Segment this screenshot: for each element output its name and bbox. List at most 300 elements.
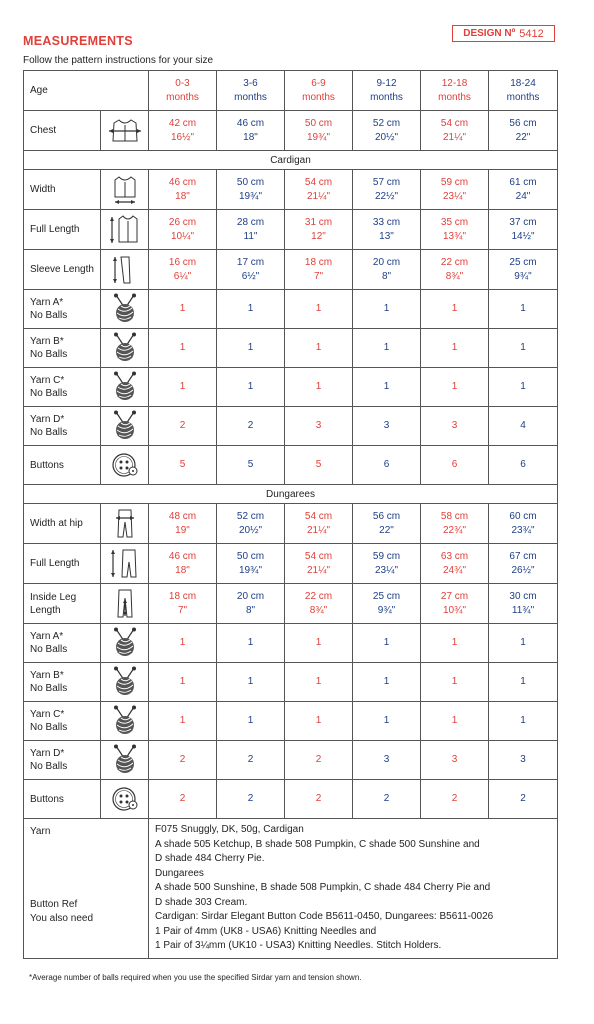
- count-cell: [421, 368, 489, 407]
- yarn-icon: [101, 407, 149, 446]
- count-cell: [421, 702, 489, 741]
- info-line: A shade 505 Ketchup, B shade 508 Pumpkin, C shade 500 Sunshine and: [155, 838, 480, 850]
- row-label: [24, 71, 149, 111]
- row-label-line: No Balls: [30, 683, 68, 694]
- size-range: 0-3: [175, 77, 190, 89]
- info-labels: [24, 819, 149, 959]
- value-cell: [285, 111, 353, 151]
- row-label: [24, 111, 101, 151]
- size-header: [353, 71, 421, 111]
- value-cell: [217, 250, 285, 290]
- value-inches: 22½": [375, 190, 399, 202]
- row-label: [24, 663, 101, 702]
- value-cm: 56 cm: [509, 117, 537, 129]
- value-cm: 63 cm: [440, 550, 469, 562]
- count-cell: [149, 368, 217, 407]
- count-value: 1: [451, 381, 458, 392]
- value-cm: 17 cm: [236, 256, 265, 268]
- row-label-line: Width: [30, 184, 56, 195]
- count-value: 1: [247, 303, 254, 314]
- button-icon: [101, 780, 149, 819]
- value-cm: 25 cm: [372, 590, 401, 602]
- size-unit: months: [370, 91, 403, 103]
- value-cm: 52 cm: [236, 510, 265, 522]
- row-label-line: No Balls: [30, 644, 68, 655]
- info-line: A shade 500 Sunshine, B shade 508 Pumpkin, C shade 484 Cherry Pie and: [155, 882, 491, 893]
- row-label: [24, 624, 101, 663]
- count-cell: [285, 329, 353, 368]
- value-cell: [217, 504, 285, 544]
- value-cell: [353, 170, 421, 210]
- count-value: 1: [451, 637, 458, 648]
- count-value: 1: [315, 303, 322, 314]
- count-cell: [285, 368, 353, 407]
- info-line: D shade 484 Cherry Pie.: [155, 853, 265, 864]
- value-cell: [285, 584, 353, 624]
- count-cell: [353, 624, 421, 663]
- design-number: 5412: [519, 27, 544, 40]
- row-label: [24, 780, 101, 819]
- info-line: 1 Pair of 3¼mm (UK10 - USA3) Knitting Needles. Stitch Holders.: [155, 940, 442, 951]
- chest-row: [24, 111, 558, 151]
- count-value: 1: [383, 637, 390, 648]
- value-cm: 52 cm: [372, 117, 401, 129]
- row-label: [24, 504, 101, 544]
- dungarees-length-row: [24, 544, 558, 584]
- count-cell: [489, 624, 558, 663]
- count-cell: [285, 407, 353, 446]
- dlength-icon: [101, 544, 149, 584]
- value-cell: [285, 544, 353, 584]
- value-cm: 30 cm: [509, 590, 537, 602]
- value-inches: 16½": [171, 131, 195, 143]
- count-value: 1: [383, 715, 390, 726]
- row-label-line: Yarn C*: [30, 709, 65, 720]
- value-cell: [217, 584, 285, 624]
- count-value: 1: [247, 715, 254, 726]
- count-cell: [489, 407, 558, 446]
- count-value: 1: [451, 303, 458, 314]
- value-cell: [285, 250, 353, 290]
- value-inches: 21¼": [307, 190, 331, 202]
- age-header-row: [24, 71, 558, 111]
- size-range: 9-12: [376, 77, 397, 89]
- value-cell: [149, 210, 217, 250]
- value-cell: [489, 504, 558, 544]
- cardigan-yarn-row: [24, 368, 558, 407]
- count-cell: [149, 663, 217, 702]
- count-cell: [217, 624, 285, 663]
- value-inches: 23¾": [511, 524, 535, 536]
- count-value: 1: [451, 715, 458, 726]
- you-also-need-label: You also need: [30, 913, 94, 924]
- value-inches: 9¾": [377, 604, 396, 616]
- row-label-line: Buttons: [30, 793, 64, 805]
- count-cell: [285, 741, 353, 780]
- value-cell: [149, 584, 217, 624]
- value-inches: 26½": [511, 564, 535, 576]
- info-line: F075 Snuggly, DK, 50g, Cardigan: [155, 824, 304, 835]
- value-inches: 20½": [239, 524, 263, 536]
- count-value: 1: [315, 676, 322, 687]
- row-label-line: Full Length: [30, 558, 80, 569]
- count-value: 1: [179, 342, 186, 353]
- design-number-badge: [452, 25, 555, 42]
- count-cell: [489, 290, 558, 329]
- value-cell: [217, 111, 285, 151]
- value-inches: 11¾": [511, 604, 535, 616]
- value-cell: [421, 250, 489, 290]
- row-label: [24, 329, 101, 368]
- count-cell: [217, 741, 285, 780]
- count-cell: [489, 663, 558, 702]
- row-label-line: Yarn D*: [30, 748, 65, 759]
- value-inches: 10¼": [171, 230, 195, 242]
- value-cm: 50 cm: [304, 117, 333, 129]
- value-cm: 50 cm: [236, 176, 265, 188]
- count-cell: [149, 780, 217, 819]
- value-inches: 20½": [375, 131, 399, 143]
- count-cell: [353, 741, 421, 780]
- value-cm: 46 cm: [168, 550, 197, 562]
- value-inches: 6¼": [173, 270, 192, 282]
- value-cm: 59 cm: [440, 176, 469, 188]
- value-cm: 31 cm: [304, 216, 333, 228]
- count-value: 5: [247, 459, 254, 470]
- subtitle: Follow the pattern instructions for your size: [23, 55, 214, 66]
- count-cell: [285, 290, 353, 329]
- dungarees-yarn-row: [24, 702, 558, 741]
- count-cell: [353, 446, 421, 485]
- size-header: [149, 71, 217, 111]
- value-inches: 22¾": [443, 524, 467, 536]
- dungarees-section: [24, 485, 558, 504]
- count-cell: [353, 407, 421, 446]
- size-range: 12-18: [441, 77, 468, 89]
- value-cell: [285, 210, 353, 250]
- row-label-line: Yarn D*: [30, 414, 65, 425]
- row-label-line: Age: [30, 85, 48, 96]
- button-ref-label: Button Ref: [30, 898, 78, 910]
- count-cell: [217, 290, 285, 329]
- count-value: 3: [383, 754, 390, 765]
- value-cell: [421, 111, 489, 151]
- count-value: 5: [315, 459, 322, 470]
- count-cell: [353, 290, 421, 329]
- count-value: 1: [179, 676, 186, 687]
- dungarees-buttons-row: [24, 780, 558, 819]
- count-cell: [489, 446, 558, 485]
- count-cell: [489, 329, 558, 368]
- cardigan-yarn-row: [24, 329, 558, 368]
- value-cell: [353, 210, 421, 250]
- count-value: 2: [520, 793, 526, 804]
- row-label: [24, 544, 101, 584]
- count-value: 2: [451, 793, 458, 804]
- row-label-line: No Balls: [30, 349, 68, 360]
- value-inches: 7": [313, 270, 324, 282]
- section-title-text: Dungarees: [266, 488, 315, 500]
- count-value: 1: [520, 381, 526, 392]
- row-label-line: Buttons: [30, 459, 64, 471]
- info-text: [149, 819, 558, 959]
- value-cell: [353, 504, 421, 544]
- value-cm: 57 cm: [372, 176, 401, 188]
- count-cell: [149, 702, 217, 741]
- value-inches: 19": [175, 524, 190, 536]
- row-label-line: Chest: [30, 125, 57, 136]
- value-cm: 22 cm: [440, 256, 469, 268]
- value-cm: 18 cm: [304, 256, 333, 268]
- value-cm: 28 cm: [236, 216, 265, 228]
- yarn-icon: [101, 329, 149, 368]
- count-cell: [149, 290, 217, 329]
- count-cell: [285, 702, 353, 741]
- count-value: 4: [520, 420, 526, 431]
- count-value: 2: [179, 793, 186, 804]
- count-value: 3: [520, 754, 526, 765]
- count-cell: [489, 741, 558, 780]
- count-value: 1: [451, 342, 458, 353]
- row-label-line: Yarn B*: [30, 336, 64, 347]
- value-cm: 46 cm: [236, 117, 265, 129]
- count-value: 2: [247, 754, 254, 765]
- value-cell: [149, 544, 217, 584]
- value-inches: 24¾": [443, 564, 467, 576]
- row-label-line: No Balls: [30, 722, 68, 733]
- count-cell: [489, 368, 558, 407]
- count-cell: [217, 407, 285, 446]
- value-inches: 19¾": [239, 190, 263, 202]
- info-line: Dungarees: [155, 867, 204, 879]
- count-value: 1: [315, 715, 322, 726]
- row-label-line: Sleeve Length: [30, 264, 94, 275]
- info-row: [24, 819, 558, 959]
- width-icon: [101, 170, 149, 210]
- size-unit: months: [302, 91, 335, 103]
- count-value: 1: [520, 637, 526, 648]
- value-cell: [489, 170, 558, 210]
- count-cell: [285, 663, 353, 702]
- value-inches: 8": [381, 270, 392, 282]
- count-cell: [489, 780, 558, 819]
- size-header: [421, 71, 489, 111]
- value-inches: 6½": [241, 270, 260, 282]
- row-label: [24, 368, 101, 407]
- spacer: [30, 840, 148, 898]
- count-value: 1: [520, 715, 526, 726]
- value-cm: 27 cm: [440, 590, 469, 602]
- value-cell: [489, 544, 558, 584]
- value-cm: 59 cm: [372, 550, 401, 562]
- value-cell: [149, 504, 217, 544]
- count-value: 1: [451, 676, 458, 687]
- value-inches: 22": [379, 524, 394, 536]
- count-cell: [353, 329, 421, 368]
- count-value: 1: [179, 637, 186, 648]
- count-cell: [353, 663, 421, 702]
- count-value: 6: [520, 459, 526, 470]
- section-title-text: Cardigan: [270, 154, 311, 166]
- count-cell: [421, 407, 489, 446]
- yarn-icon: [101, 702, 149, 741]
- dungarees-yarn-row: [24, 624, 558, 663]
- count-value: 6: [451, 459, 458, 470]
- value-cell: [285, 170, 353, 210]
- size-unit: months: [234, 91, 267, 103]
- design-prefix: DESIGN Nº: [463, 28, 516, 39]
- count-value: 2: [179, 754, 186, 765]
- count-cell: [353, 368, 421, 407]
- info-line: Cardigan: Sirdar Elegant Button Code B5611-0450, Dungarees: B5611-0026: [155, 911, 494, 922]
- value-inches: 7": [177, 604, 188, 616]
- value-cm: 25 cm: [509, 256, 537, 268]
- count-cell: [217, 780, 285, 819]
- cardigan-buttons-row: [24, 446, 558, 485]
- value-inches: 8¾": [445, 270, 464, 282]
- row-label: [24, 210, 101, 250]
- value-inches: 21¼": [307, 524, 331, 536]
- page-heading: MEASUREMENTS: [23, 34, 133, 48]
- count-value: 2: [315, 793, 322, 804]
- count-cell: [421, 624, 489, 663]
- count-value: 1: [520, 676, 526, 687]
- value-cm: 20 cm: [372, 256, 401, 268]
- count-value: 1: [315, 381, 322, 392]
- value-cm: 42 cm: [168, 117, 197, 129]
- value-inches: 21¼": [307, 564, 331, 576]
- value-cm: 54 cm: [304, 176, 333, 188]
- value-cm: 60 cm: [509, 510, 537, 522]
- value-inches: 22": [515, 131, 531, 143]
- count-value: 2: [383, 793, 390, 804]
- count-value: 3: [315, 420, 322, 431]
- value-cell: [149, 111, 217, 151]
- value-cell: [353, 544, 421, 584]
- value-inches: 14½": [511, 230, 535, 242]
- value-cm: 48 cm: [168, 510, 197, 522]
- sleeve-icon: [101, 250, 149, 290]
- row-label-line: Inside Leg: [30, 591, 77, 603]
- value-cm: 22 cm: [304, 590, 333, 602]
- yarn-icon: [101, 290, 149, 329]
- value-cell: [421, 504, 489, 544]
- value-cm: 61 cm: [509, 176, 537, 188]
- count-cell: [217, 702, 285, 741]
- cardigan-icon: [101, 111, 149, 151]
- value-cell: [353, 250, 421, 290]
- value-inches: 23¼": [375, 564, 399, 576]
- count-cell: [149, 407, 217, 446]
- info-line: 1 Pair of 4mm (UK8 - USA6) Knitting Needles and: [155, 925, 377, 937]
- dungarees-leg-row: [24, 584, 558, 624]
- size-range: 18-24: [510, 77, 536, 89]
- count-cell: [217, 368, 285, 407]
- count-value: 1: [179, 381, 186, 392]
- value-inches: 8": [245, 604, 256, 616]
- value-inches: 19¾": [239, 564, 263, 576]
- value-cell: [149, 250, 217, 290]
- count-cell: [217, 329, 285, 368]
- cardigan-sleeve-row: [24, 250, 558, 290]
- count-cell: [421, 290, 489, 329]
- value-inches: 12": [311, 230, 326, 242]
- value-inches: 9¾": [514, 270, 532, 282]
- value-cell: [217, 170, 285, 210]
- value-inches: 18": [243, 131, 258, 143]
- row-label-line: No Balls: [30, 761, 68, 772]
- value-inches: 18": [175, 564, 190, 576]
- value-inches: 18": [175, 190, 190, 202]
- yarn-icon: [101, 368, 149, 407]
- value-cell: [421, 544, 489, 584]
- count-value: 2: [247, 420, 254, 431]
- count-value: 1: [247, 381, 254, 392]
- count-cell: [353, 780, 421, 819]
- value-cell: [421, 210, 489, 250]
- cardigan-width-row: [24, 170, 558, 210]
- leg-icon: [101, 584, 149, 624]
- value-inches: 11": [243, 230, 258, 242]
- measurements-body: [24, 71, 558, 959]
- count-cell: [421, 663, 489, 702]
- value-cm: 46 cm: [168, 176, 197, 188]
- count-value: 3: [451, 420, 458, 431]
- row-label-line: Yarn B*: [30, 670, 64, 681]
- count-cell: [421, 446, 489, 485]
- count-cell: [149, 624, 217, 663]
- row-label-line: No Balls: [30, 388, 68, 399]
- value-cm: 16 cm: [168, 256, 197, 268]
- info-line: D shade 303 Cream.: [155, 896, 248, 908]
- count-value: 1: [383, 303, 390, 314]
- count-value: 1: [247, 676, 254, 687]
- row-label: [24, 446, 101, 485]
- length-icon: [101, 210, 149, 250]
- count-value: 1: [383, 676, 390, 687]
- value-cm: 37 cm: [509, 216, 537, 228]
- count-cell: [489, 702, 558, 741]
- row-label-line: No Balls: [30, 427, 68, 438]
- count-value: 3: [383, 420, 390, 431]
- row-label-line: Yarn A*: [30, 297, 64, 308]
- count-cell: [285, 780, 353, 819]
- value-cell: [489, 111, 558, 151]
- count-cell: [149, 329, 217, 368]
- value-cm: 58 cm: [440, 510, 469, 522]
- value-cm: 50 cm: [236, 550, 265, 562]
- yarn-label: Yarn: [30, 826, 51, 837]
- row-label-line: Yarn A*: [30, 631, 64, 642]
- count-cell: [285, 624, 353, 663]
- row-label-line: Yarn C*: [30, 375, 65, 386]
- yarn-icon: [101, 624, 149, 663]
- dungarees-yarn-row: [24, 663, 558, 702]
- value-inches: 19¾": [307, 131, 331, 143]
- footnote: *Average number of balls required when you use the specified Sirdar yarn and tension shown.: [29, 973, 362, 982]
- count-value: 2: [247, 793, 254, 804]
- count-value: 1: [315, 342, 322, 353]
- count-value: 1: [179, 303, 186, 314]
- measurements-table: [23, 70, 558, 959]
- count-cell: [353, 702, 421, 741]
- size-header: [285, 71, 353, 111]
- row-label-line: Width at hip: [30, 518, 83, 529]
- value-inches: 23¼": [443, 190, 467, 202]
- row-label: [24, 741, 101, 780]
- count-cell: [149, 446, 217, 485]
- row-label-line: Full Length: [30, 224, 80, 235]
